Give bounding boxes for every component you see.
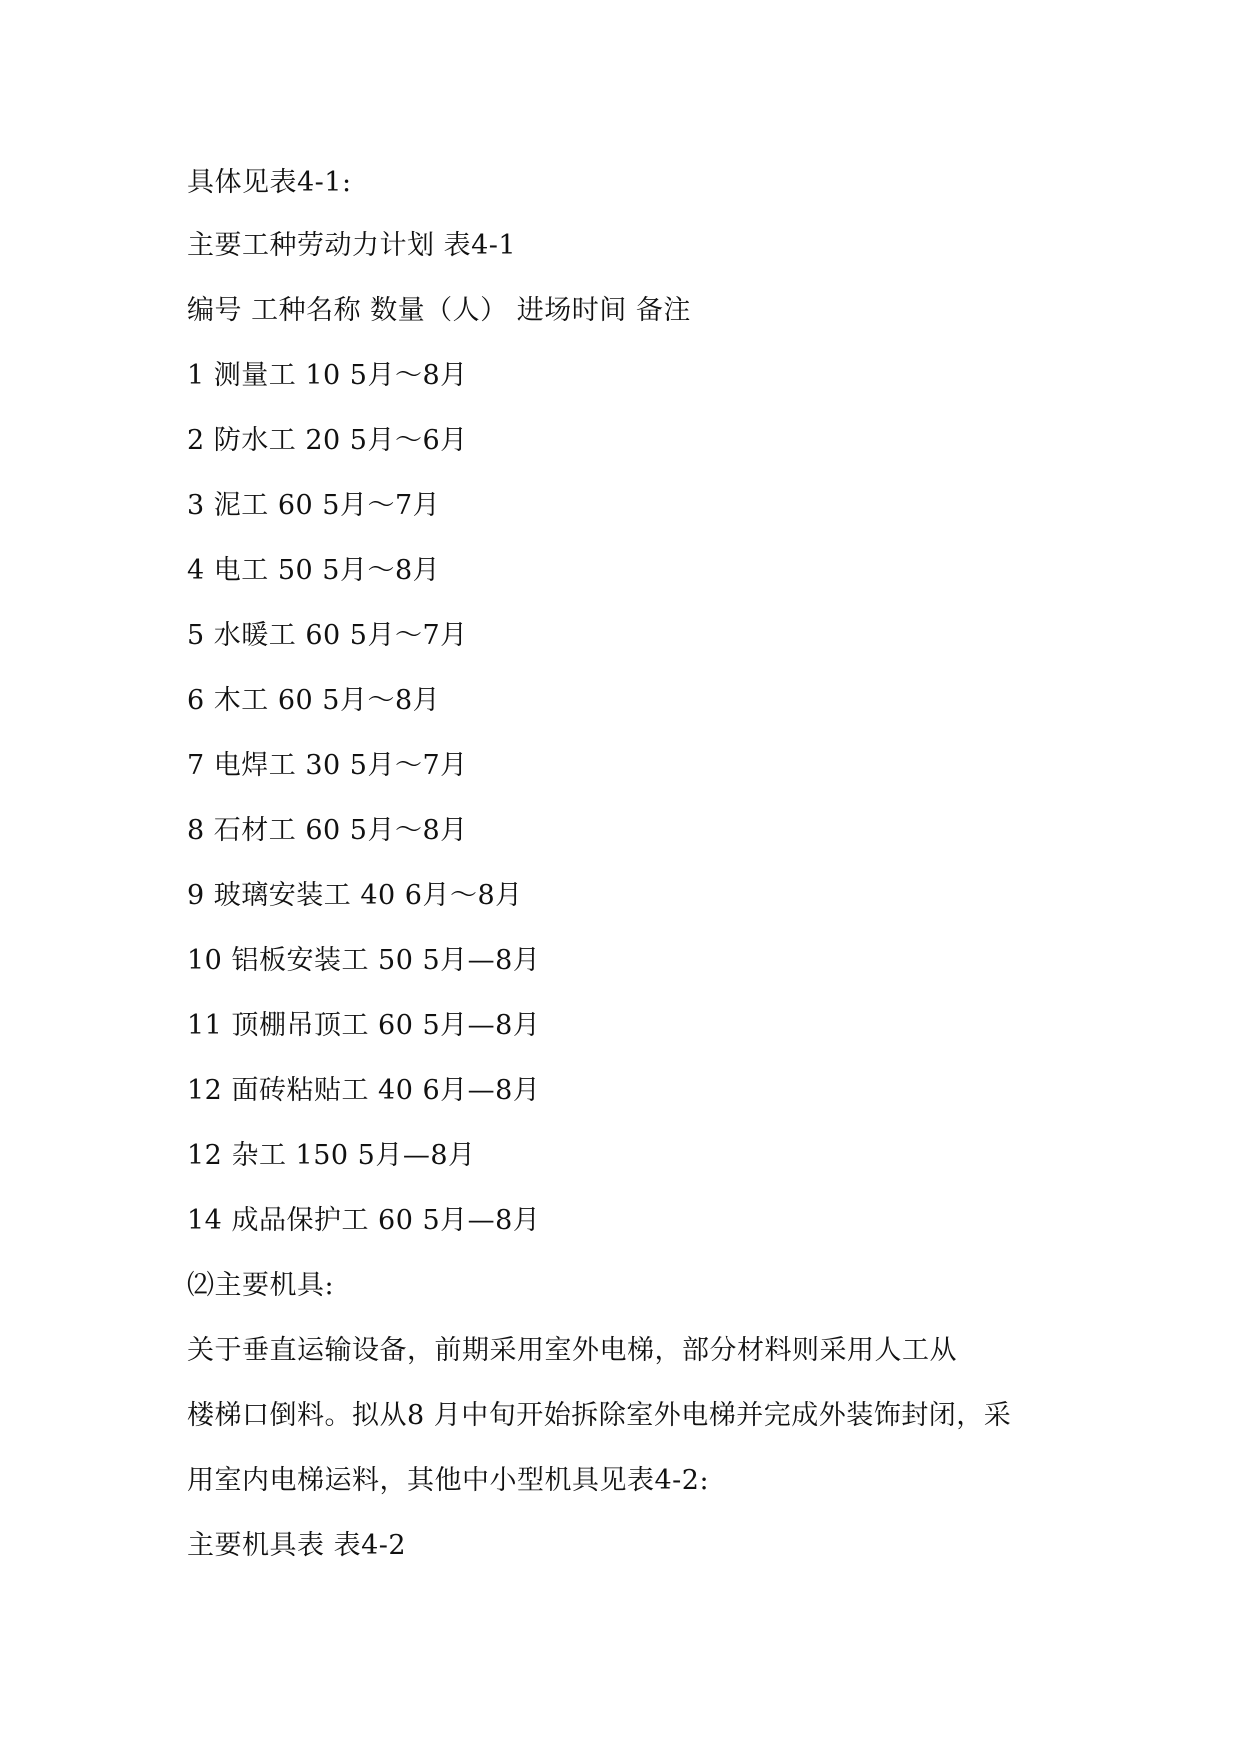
table-row: 7 电焊工 30 5月～7月	[187, 750, 468, 781]
table-row: 5 水暖工 60 5月～7月	[187, 620, 468, 651]
table-row: 6 木工 60 5月～8月	[187, 685, 441, 716]
table-row: 1 测量工 10 5月～8月	[187, 360, 468, 391]
section-heading: ⑵主要机具:	[187, 1270, 335, 1301]
table1-caption: 主要工种劳动力计划 表4-1	[187, 230, 517, 261]
table-row: 4 电工 50 5月～8月	[187, 555, 441, 586]
table-row: 8 石材工 60 5月～8月	[187, 815, 468, 846]
table2-caption: 主要机具表 表4-2	[187, 1530, 407, 1561]
paragraph-line: 用室内电梯运料，其他中小型机具见表4-2:	[187, 1465, 710, 1496]
table-row: 10 铝板安装工 50 5月—8月	[187, 945, 541, 976]
table-row: 3 泥工 60 5月～7月	[187, 490, 441, 521]
table-row: 12 面砖粘贴工 40 6月—8月	[187, 1075, 541, 1106]
paragraph-line: 关于垂直运输设备，前期采用室外电梯，部分材料则采用人工从	[187, 1335, 957, 1366]
paragraph-line: 楼梯口倒料。拟从8 月中旬开始拆除室外电梯并完成外装饰封闭，采	[187, 1400, 1012, 1431]
table-row: 11 顶棚吊顶工 60 5月—8月	[187, 1010, 541, 1041]
table1-header: 编号 工种名称 数量（人） 进场时间 备注	[187, 295, 691, 326]
table-row: 2 防水工 20 5月～6月	[187, 425, 468, 456]
intro-text: 具体见表4-1:	[187, 167, 352, 198]
table-row: 12 杂工 150 5月—8月	[187, 1140, 476, 1171]
table-row: 14 成品保护工 60 5月—8月	[187, 1205, 541, 1236]
table-row: 9 玻璃安装工 40 6月～8月	[187, 880, 523, 911]
